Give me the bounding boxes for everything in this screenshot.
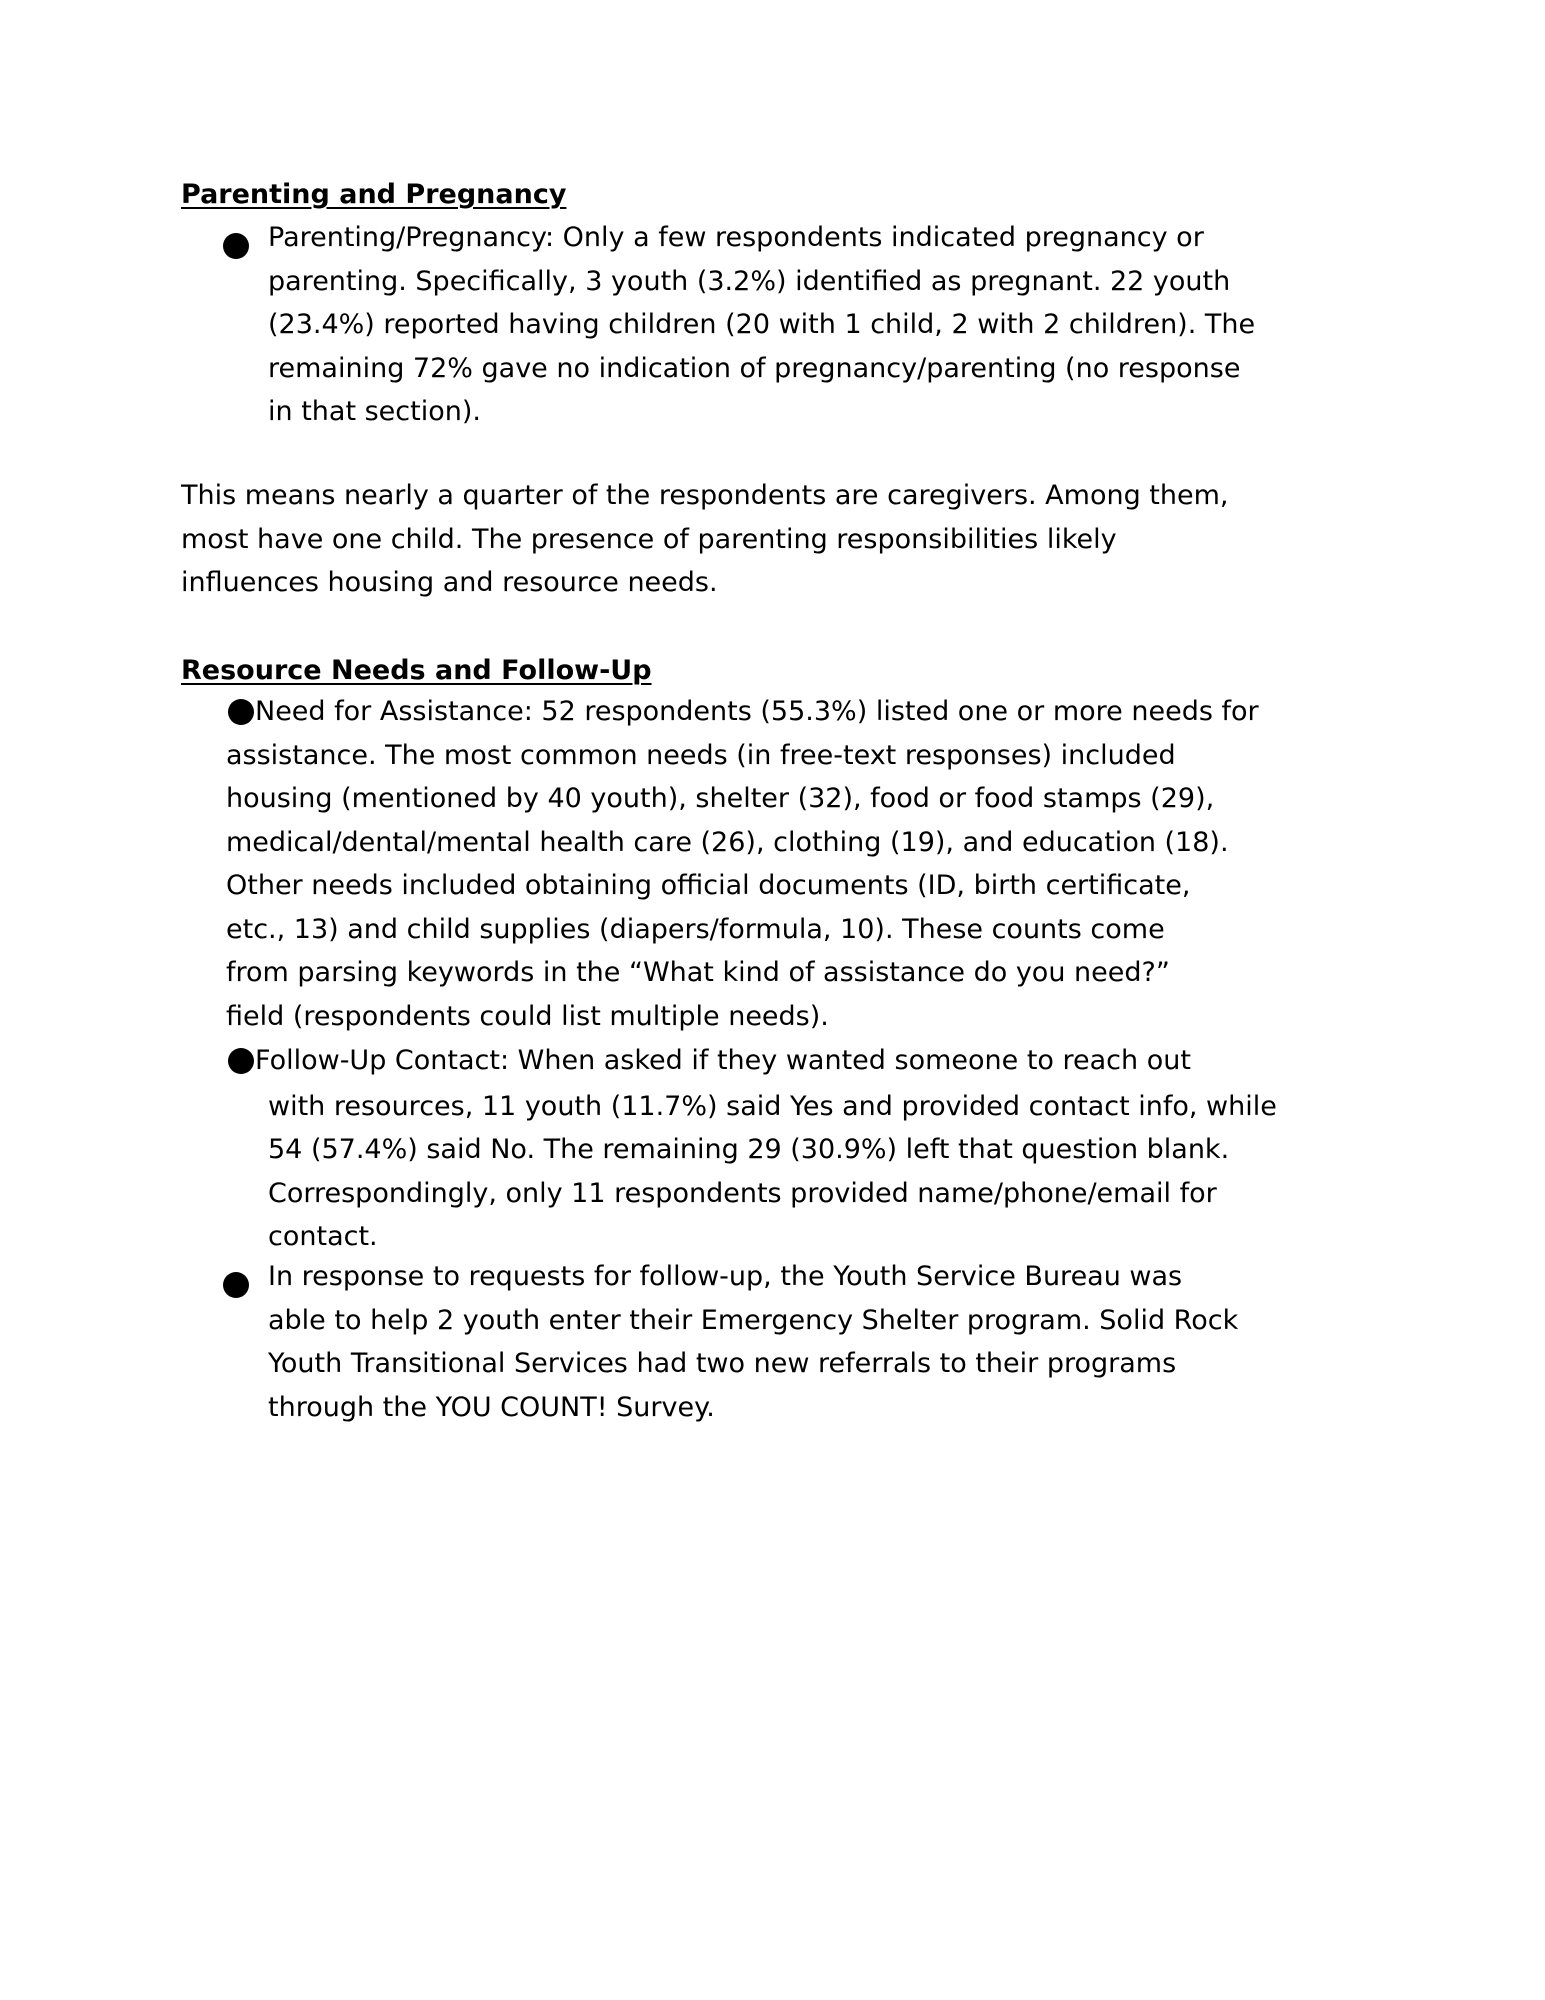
text-line: Follow-Up Contact: When asked if they wanted someone to reach out	[255, 1045, 1191, 1076]
text-line: influences housing and resource needs.	[181, 567, 718, 598]
summary-paragraph	[181, 474, 1381, 605]
text-line: housing (mentioned by 40 youth), shelter (32), food or food stamps (29),	[226, 783, 1215, 814]
text-line: parenting. Specifically, 3 youth (3.2%) identified as pregnant. 22 youth	[268, 265, 1231, 297]
text-line: Parenting/Pregnancy: Only a few respondents indicated pregnancy or	[268, 222, 1204, 253]
bullet-dot-icon	[223, 1272, 249, 1298]
text-line: etc., 13) and child supplies (diapers/formula, 10). These counts come	[226, 913, 1165, 945]
text-line: 54 (57.4%) said No. The remaining 29 (30.9%) left that question blank.	[268, 1134, 1230, 1165]
text-line: remaining 72% gave no indication of pregnancy/parenting (no response	[268, 352, 1241, 384]
text-line: with resources, 11 youth (11.7%) said Yes and provided contact info, while	[268, 1090, 1277, 1122]
text-line: field (respondents could list multiple needs).	[226, 1000, 829, 1032]
text-line: This means nearly a quarter of the respondents are caregivers. Among them,	[181, 480, 1229, 511]
text-line: Other needs included obtaining official documents (ID, birth certificate,	[226, 870, 1191, 901]
section-heading-resource-needs: Resource Needs and Follow-Up	[181, 655, 652, 686]
text-line: Correspondingly, only 11 respondents provided name/phone/email for	[268, 1177, 1217, 1209]
text-line: able to help 2 youth enter their Emergency Shelter program. Solid Rock	[268, 1304, 1239, 1336]
text-line: from parsing keywords in the “What kind of assistance do you need?”	[226, 957, 1170, 988]
text-line: medical/dental/mental health care (26), clothing (19), and education (18).	[226, 826, 1229, 858]
bullet-dot-icon	[223, 233, 249, 259]
text-line: most have one child. The presence of parenting responsibilities likely	[181, 523, 1117, 555]
text-line: through the YOU COUNT! Survey.	[268, 1391, 715, 1423]
text-line: Need for Assistance: 52 respondents (55.3%) listed one or more needs for	[255, 696, 1259, 727]
text-line: (23.4%) reported having children (20 with 1 child, 2 with 2 children). The	[268, 309, 1256, 340]
text-line: In response to requests for follow-up, the Youth Service Bureau was	[268, 1261, 1183, 1292]
text-line: Youth Transitional Services had two new referrals to their programs	[268, 1348, 1177, 1379]
text-line: in that section).	[268, 396, 481, 427]
text-line: contact.	[268, 1221, 378, 1252]
section-heading-parenting: Parenting and Pregnancy	[181, 179, 567, 210]
text-line: assistance. The most common needs (in free-text responses) included	[226, 739, 1176, 771]
